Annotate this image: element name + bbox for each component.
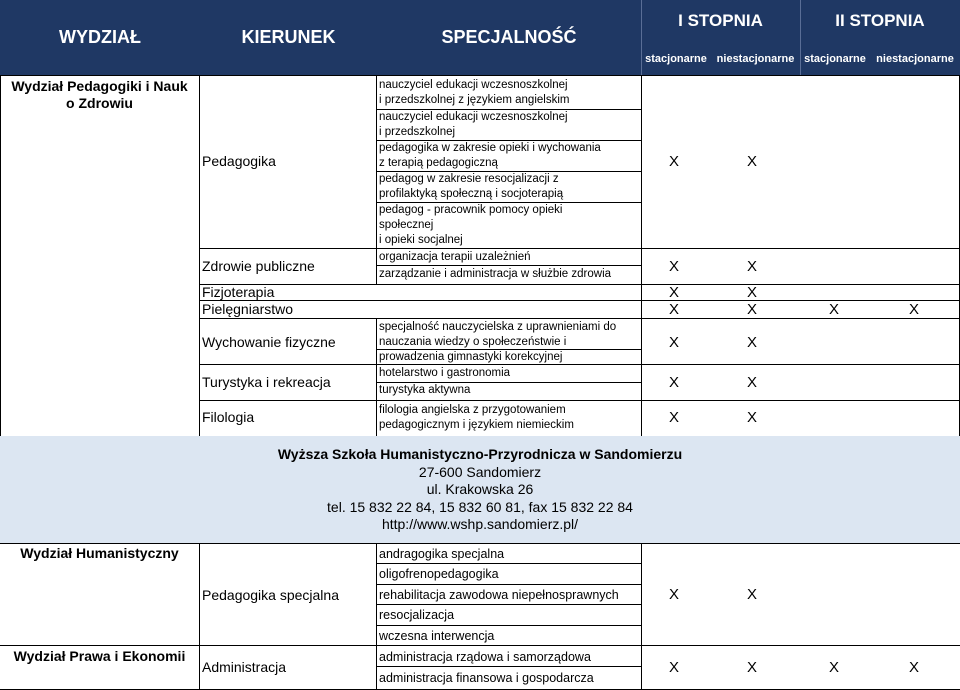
spec-line: prowadzenia gimnastyki korekcyjnej bbox=[379, 351, 563, 363]
spec-line: organizacja terapii uzależnień bbox=[379, 251, 531, 263]
spec-line: filologia angielska z przygotowaniem bbox=[379, 404, 566, 416]
spec-line: nauczyciel edukacji wczesnoszkolnej bbox=[379, 111, 568, 123]
header-divider bbox=[641, 0, 642, 75]
mark-x: X bbox=[747, 334, 758, 351]
header-stac-1 bbox=[641, 42, 711, 75]
spec-line: nauczania wiedzy o społeczeństwie i bbox=[379, 336, 567, 348]
header-wydzial-label: WYDZIAŁ bbox=[59, 27, 141, 47]
grid-line bbox=[641, 75, 642, 436]
spec-line: społecznej bbox=[379, 219, 434, 231]
grid-line bbox=[199, 400, 960, 401]
spec-line: administracja finansowa i gospodarcza bbox=[379, 671, 594, 685]
mark-x: X bbox=[669, 258, 680, 275]
wydzial-pedagogiki bbox=[0, 78, 199, 112]
header-kierunek-label: KIERUNEK bbox=[241, 27, 336, 47]
spec-line: andragogika specjalna bbox=[379, 547, 505, 561]
spec-line: rehabilitacja zawodowa niepełnosprawnych bbox=[379, 588, 619, 602]
grid-line bbox=[376, 75, 377, 285]
mark-x: X bbox=[669, 374, 680, 391]
kierunek-pielegniarstwo: Pielęgniarstwo bbox=[202, 301, 294, 317]
grid-line bbox=[376, 604, 641, 605]
grid-line bbox=[376, 625, 641, 626]
mark-x: X bbox=[747, 586, 758, 603]
grid-line bbox=[0, 645, 960, 646]
wydzial-prawa-i-ekonomii: Wydział Prawa i Ekonomii bbox=[13, 648, 186, 664]
header-niestac-1 bbox=[711, 42, 800, 75]
spec-line: i opieki socjalnej bbox=[379, 234, 463, 246]
school-city: 27-600 Sandomierz bbox=[418, 463, 542, 480]
mark-x: X bbox=[747, 374, 758, 391]
grid-line bbox=[199, 75, 200, 436]
kierunek-filologia: Filologia bbox=[202, 409, 255, 425]
spec-line: pedagog w zakresie resocjalizacji z bbox=[379, 173, 559, 185]
header-niestac-1-label: niestacjonarne bbox=[716, 52, 795, 65]
grid-line bbox=[199, 300, 960, 301]
wydzial-pedagogiki-line-2: o Zdrowiu bbox=[66, 95, 133, 111]
spec-line: resocjalizacja bbox=[379, 608, 455, 622]
mark-x: X bbox=[747, 153, 758, 170]
header-stopnia-2-label: II STOPNIA bbox=[835, 11, 925, 30]
mark-x: X bbox=[909, 659, 920, 676]
header-specjalnosc-label: SPECJALNOŚĆ bbox=[441, 27, 577, 47]
header-divider bbox=[800, 0, 801, 75]
mark-x: X bbox=[669, 284, 680, 301]
header-specjalnosc bbox=[377, 0, 641, 75]
mark-x: X bbox=[909, 301, 920, 318]
grid-line bbox=[0, 543, 960, 544]
spec-line: nauczyciel edukacji wczesnoszkolnej bbox=[379, 79, 568, 91]
header-stopnia-1-label: I STOPNIA bbox=[678, 11, 763, 30]
grid-line bbox=[0, 75, 1, 436]
spec-line: hotelarstwo i gastronomia bbox=[379, 367, 511, 379]
mark-x: X bbox=[669, 659, 680, 676]
spec-line: pedagogicznym i językiem niemieckim bbox=[379, 419, 574, 431]
mark-x: X bbox=[829, 659, 840, 676]
wydzial-pedagogiki-line-1: Wydział Pedagogiki i Nauk bbox=[11, 78, 188, 94]
grid-line bbox=[199, 284, 960, 285]
spec-line: pedagogika w zakresie opieki i wychowania bbox=[379, 142, 601, 154]
grid-line bbox=[376, 543, 377, 690]
spec-line: i przedszkolnej bbox=[379, 126, 456, 138]
mark-x: X bbox=[747, 301, 758, 318]
spec-line: pedagog - pracownik pomocy opieki bbox=[379, 204, 563, 216]
header-niestac-2 bbox=[870, 42, 960, 75]
mark-x: X bbox=[669, 409, 680, 426]
header-stac-1-label: stacjonarne bbox=[645, 52, 707, 65]
grid-line bbox=[376, 318, 377, 436]
grid-line bbox=[199, 543, 200, 690]
header-stac-2-label: stacjonarne bbox=[804, 52, 866, 65]
kierunek-wychowanie-fizyczne: Wychowanie fizyczne bbox=[202, 334, 336, 350]
spec-line: wczesna interwencja bbox=[379, 629, 495, 643]
mark-x: X bbox=[747, 659, 758, 676]
grid-line bbox=[376, 584, 641, 585]
mark-x: X bbox=[747, 284, 758, 301]
grid-line bbox=[199, 364, 960, 365]
header-kierunek bbox=[200, 0, 377, 75]
grid-line bbox=[199, 248, 960, 249]
header-niestac-2-label: niestacjonarne bbox=[876, 52, 954, 65]
kierunek-zdrowie-publiczne: Zdrowie publiczne bbox=[202, 258, 315, 274]
school-phone: tel. 15 832 22 84, 15 832 60 81, fax 15 832 22 84 bbox=[327, 498, 633, 515]
kierunek-turystyka: Turystyka i rekreacja bbox=[202, 374, 331, 390]
header-stopnia-2 bbox=[800, 0, 960, 42]
mark-x: X bbox=[747, 409, 758, 426]
spec-line: turystyka aktywna bbox=[379, 384, 471, 396]
grid-line bbox=[199, 318, 960, 319]
mark-x: X bbox=[747, 258, 758, 275]
school-street: ul. Krakowska 26 bbox=[426, 481, 534, 497]
school-info bbox=[0, 436, 960, 543]
spec-line: oligofrenopedagogika bbox=[379, 567, 499, 581]
header-stac-2 bbox=[800, 42, 870, 75]
kierunek-fizjoterapia: Fizjoterapia bbox=[202, 284, 275, 300]
grid-line bbox=[0, 75, 960, 76]
mark-x: X bbox=[669, 153, 680, 170]
spec-line: zarządzanie i administracja w służbie zdrowia bbox=[379, 268, 612, 280]
spec-line: specjalność nauczycielska z uprawnieniami do bbox=[379, 321, 617, 333]
mark-x: X bbox=[829, 301, 840, 318]
grid-line bbox=[376, 563, 641, 564]
spec-line: i przedszkolnej z językiem angielskim bbox=[379, 94, 570, 106]
spec-line: z terapią pedagogiczną bbox=[379, 157, 498, 169]
mark-x: X bbox=[669, 301, 680, 318]
mark-x: X bbox=[669, 586, 680, 603]
kierunek-pedagogika: Pedagogika bbox=[202, 153, 276, 169]
spec-line: profilaktyką społeczną i socjoterapią bbox=[379, 188, 564, 200]
header-stopnia-1 bbox=[641, 0, 800, 42]
wydzial-humanistyczny: Wydział Humanistyczny bbox=[20, 545, 179, 561]
school-website-link[interactable]: http://www.wshp.sandomierz.pl/ bbox=[381, 516, 579, 532]
header-wydzial bbox=[0, 0, 200, 75]
mark-x: X bbox=[669, 334, 680, 351]
school-name: Wyższa Szkoła Humanistyczno-Przyrodnicza w Sandomierzu bbox=[277, 446, 683, 462]
spec-line: administracja rządowa i samorządowa bbox=[379, 650, 591, 664]
grid-line bbox=[376, 666, 641, 667]
kierunek-pedagogika-specjalna: Pedagogika specjalna bbox=[202, 587, 339, 603]
grid-line bbox=[641, 543, 642, 690]
kierunek-administracja: Administracja bbox=[202, 659, 287, 675]
